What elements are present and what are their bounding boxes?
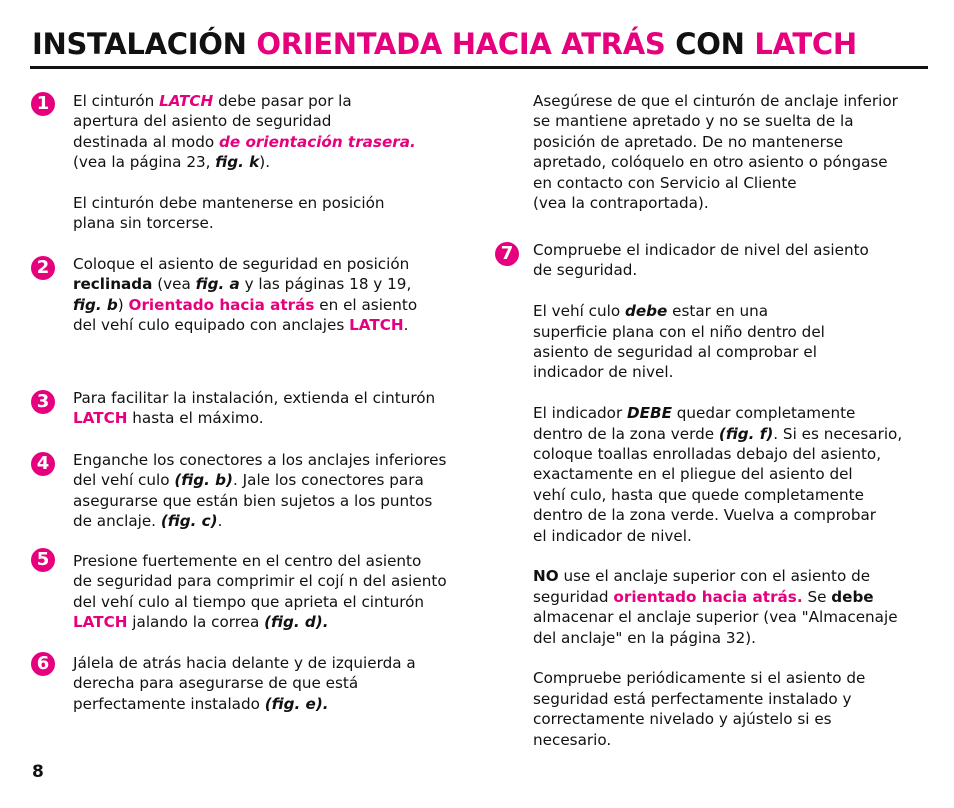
step-4-badge: 4 xyxy=(31,452,55,476)
title-part-4: LATCH xyxy=(754,27,857,61)
step-5-badge: 5 xyxy=(31,548,55,572)
page-number: 8 xyxy=(32,762,44,782)
step-6-badge: 6 xyxy=(31,652,55,676)
step-1-badge: 1 xyxy=(31,92,55,116)
title-part-1: INSTALACIÓN xyxy=(32,27,257,61)
step-3-text: Para facilitar la instalación, extienda el cinturón LATCH hasta el máximo. xyxy=(73,389,436,428)
step-7-badge: 7 xyxy=(495,242,519,266)
step-7-text: Compruebe el indicador de nivel del asiento de seguridad. El vehí culo debe estar en una superficie plana con el niño dentro del asiento de seguridad al comprobar el indicador de nivel. El indicador DEBE quedar completamente dentro de la zona verde (fig. f). Si es necesario, coloque toallas enrolladas debajo del asiento, exactamente en el pliegue del asiento del vehí culo, hasta que quede completamente dentro de la zona verde. Vuelva a comprobar el indicador de nivel. NO use el anclaje superior con el asiento de seguridad orientado hacia atrás. Se debe almacenar el anclaje superior (vea "Almacenaje del anclaje" en la página 32). Compruebe periódicamente si el asiento de seguridad está perfectamente instalado y correctamente nivelado y ajústelo si es necesario. xyxy=(533,241,903,749)
step-5-text: Presione fuertemente en el centro del asiento de seguridad para comprimir el cojí n del asiento del vehí culo al tiempo que aprieta el cinturón LATCH jalando la correa (fig. d). xyxy=(73,552,447,632)
step-6-text: Jálela de atrás hacia delante y de izquierda a derecha para asegurarse de que está perfectamente instalado (fig. e). xyxy=(73,654,416,713)
page-title xyxy=(32,26,857,62)
step-3-badge: 3 xyxy=(31,390,55,414)
step-2-badge: 2 xyxy=(31,256,55,280)
step-6-continuation: Asegúrese de que el cinturón de anclaje inferior se mantiene apretado y no se suelta de la posición de apretado. De no mantenerse apretado, colóquelo en otro asiento o póngase en contacto con Servicio al Cliente (vea la contraportada). xyxy=(533,92,898,213)
step-1-text: El cinturón LATCH debe pasar por la apertura del asiento de seguridad destinada al modo de orientación trasera. (vea la página 23, fig. k). El cinturón debe mantenerse en posición plana sin torcerse. xyxy=(73,92,416,233)
title-part-3: CON xyxy=(665,27,755,61)
title-part-2: ORIENTADA HACIA ATRÁS xyxy=(256,27,666,61)
title-divider xyxy=(30,66,928,69)
step-2-text: Coloque el asiento de seguridad en posición reclinada (vea fig. a y las páginas 18 y 19, fig. b) Orientado hacia atrás en el asiento del vehí culo equipado con anclajes LATCH. xyxy=(73,255,418,335)
step-4-text: Enganche los conectores a los anclajes inferiores del vehí culo (fig. b). Jale los conectores para asegurarse que están bien sujetos a los puntos de anclaje. (fig. c). xyxy=(73,451,447,531)
